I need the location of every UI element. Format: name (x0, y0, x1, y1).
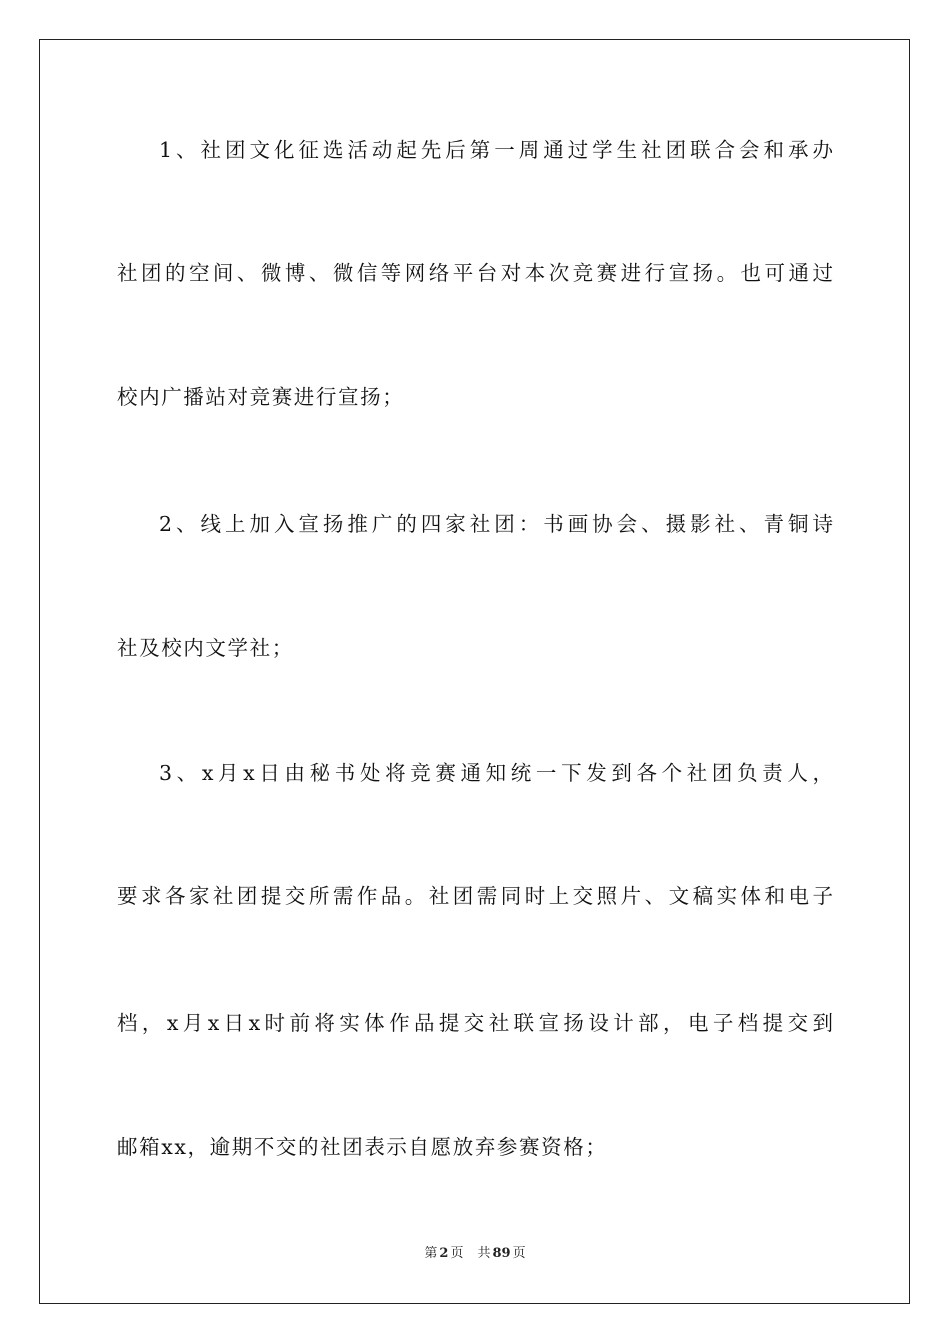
paragraph-3-line-3: 档，x月x日x时前将实体作品提交社联宣扬设计部，电子档提交到 (117, 1011, 833, 1035)
page-number: 2 (439, 1246, 449, 1261)
paragraph-2-line-2: 社及校内文学社； (117, 636, 294, 660)
page-border (39, 39, 910, 1304)
total-prefix: 共 (477, 1246, 491, 1261)
paragraph-3-line-4: 邮箱xx，逾期不交的社团表示自愿放弃参赛资格； (117, 1135, 608, 1159)
paragraph-2-line-1: 2、线上加入宣扬推广的四家社团：书画协会、摄影社、青铜诗 (159, 512, 833, 536)
total-suffix: 页 (512, 1246, 526, 1261)
paragraph-1-line-1: 1、社团文化征选活动起先后第一周通过学生社团联合会和承办 (159, 138, 833, 162)
page-suffix: 页 (450, 1246, 464, 1261)
paragraph-1-line-3: 校内广播站对竞赛进行宣扬； (117, 385, 405, 409)
total-pages: 89 (492, 1246, 511, 1261)
page-footer (0, 1245, 950, 1263)
page-prefix: 第 (424, 1246, 438, 1261)
paragraph-3-line-1: 3、x月x日由秘书处将竞赛通知统一下发到各个社团负责人， (159, 761, 833, 785)
paragraph-1-line-2: 社团的空间、微博、微信等网络平台对本次竞赛进行宣扬。也可通过 (117, 261, 833, 285)
paragraph-3-line-2: 要求各家社团提交所需作品。社团需同时上交照片、文稿实体和电子 (117, 884, 833, 908)
